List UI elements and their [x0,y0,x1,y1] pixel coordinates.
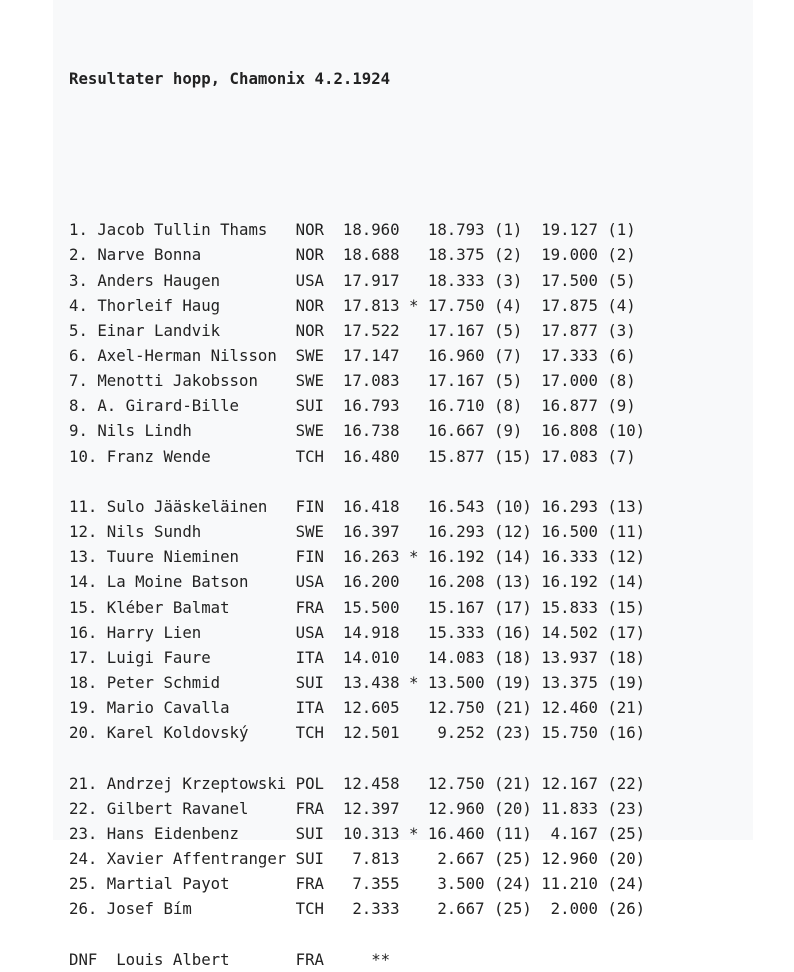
result-row: 18. Peter Schmid SUI 13.438 * 13.500 (19) 13.375 (19) [69,673,646,693]
result-row: 15. Kléber Balmat FRA 15.500 15.167 (17) 15.833 (15) [69,597,646,617]
result-row: 17. Luigi Faure ITA 14.010 14.083 (18) 13.937 (18) [69,647,646,667]
result-row: 5. Einar Landvik NOR 17.522 17.167 (5) 17.877 (3) [69,320,636,340]
results-title: Resultater hopp, Chamonix 4.2.1924 [69,69,391,89]
result-row: 3. Anders Haugen USA 17.917 18.333 (3) 17.500 (5) [69,270,636,290]
result-row: 9. Nils Lindh SWE 16.738 16.667 (9) 16.808 (10) [69,421,646,441]
result-row: 8. A. Girard-Bille SUI 16.793 16.710 (8) 16.877 (9) [69,396,636,416]
result-row: 20. Karel Koldovský TCH 12.501 9.252 (23) 15.750 (16) [69,723,646,743]
result-row: 7. Menotti Jakobsson SWE 17.083 17.167 (5) 17.000 (8) [69,371,636,391]
result-row: DNF Louis Albert FRA ** [69,949,391,969]
result-row: 24. Xavier Affentranger SUI 7.813 2.667 (25) 12.960 (20) [69,849,646,869]
result-row: 4. Thorleif Haug NOR 17.813 * 17.750 (4) 17.875 (4) [69,295,636,315]
blank-line [69,922,645,947]
result-row: 12. Nils Sundh SWE 16.397 16.293 (12) 16.500 (11) [69,522,646,542]
results-preformatted-text [69,16,645,972]
result-row: 1. Jacob Tullin Thams NOR 18.960 18.793 (1) 19.127 (1) [69,220,636,240]
result-row: 6. Axel-Herman Nilsson SWE 17.147 16.960 (7) 17.333 (6) [69,346,636,366]
result-row: 16. Harry Lien USA 14.918 15.333 (16) 14.502 (17) [69,622,646,642]
result-row: 22. Gilbert Ravanel FRA 12.397 12.960 (20) 11.833 (23) [69,798,646,818]
blank-line [69,746,645,771]
result-row: 23. Hans Eidenbenz SUI 10.313 * 16.460 (11) 4.167 (25) [69,823,646,843]
blank-line [69,142,645,167]
result-row: 10. Franz Wende TCH 16.480 15.877 (15) 17.083 (7) [69,446,636,466]
result-row: 26. Josef Bím TCH 2.333 2.667 (25) 2.000 (26) [69,899,646,919]
result-row: 25. Martial Payot FRA 7.355 3.500 (24) 11.210 (24) [69,874,646,894]
result-row: 13. Tuure Nieminen FIN 16.263 * 16.192 (14) 16.333 (12) [69,547,646,567]
result-row: 11. Sulo Jääskeläinen FIN 16.418 16.543 (10) 16.293 (13) [69,496,646,516]
result-row: 14. La Moine Batson USA 16.200 16.208 (13) 16.192 (14) [69,572,646,592]
result-row: 19. Mario Cavalla ITA 12.605 12.750 (21) 12.460 (21) [69,698,646,718]
blank-line [69,469,645,494]
result-row: 21. Andrzej Krzeptowski POL 12.458 12.750 (21) 12.167 (22) [69,773,646,793]
result-row: 2. Narve Bonna NOR 18.688 18.375 (2) 19.000 (2) [69,245,636,265]
